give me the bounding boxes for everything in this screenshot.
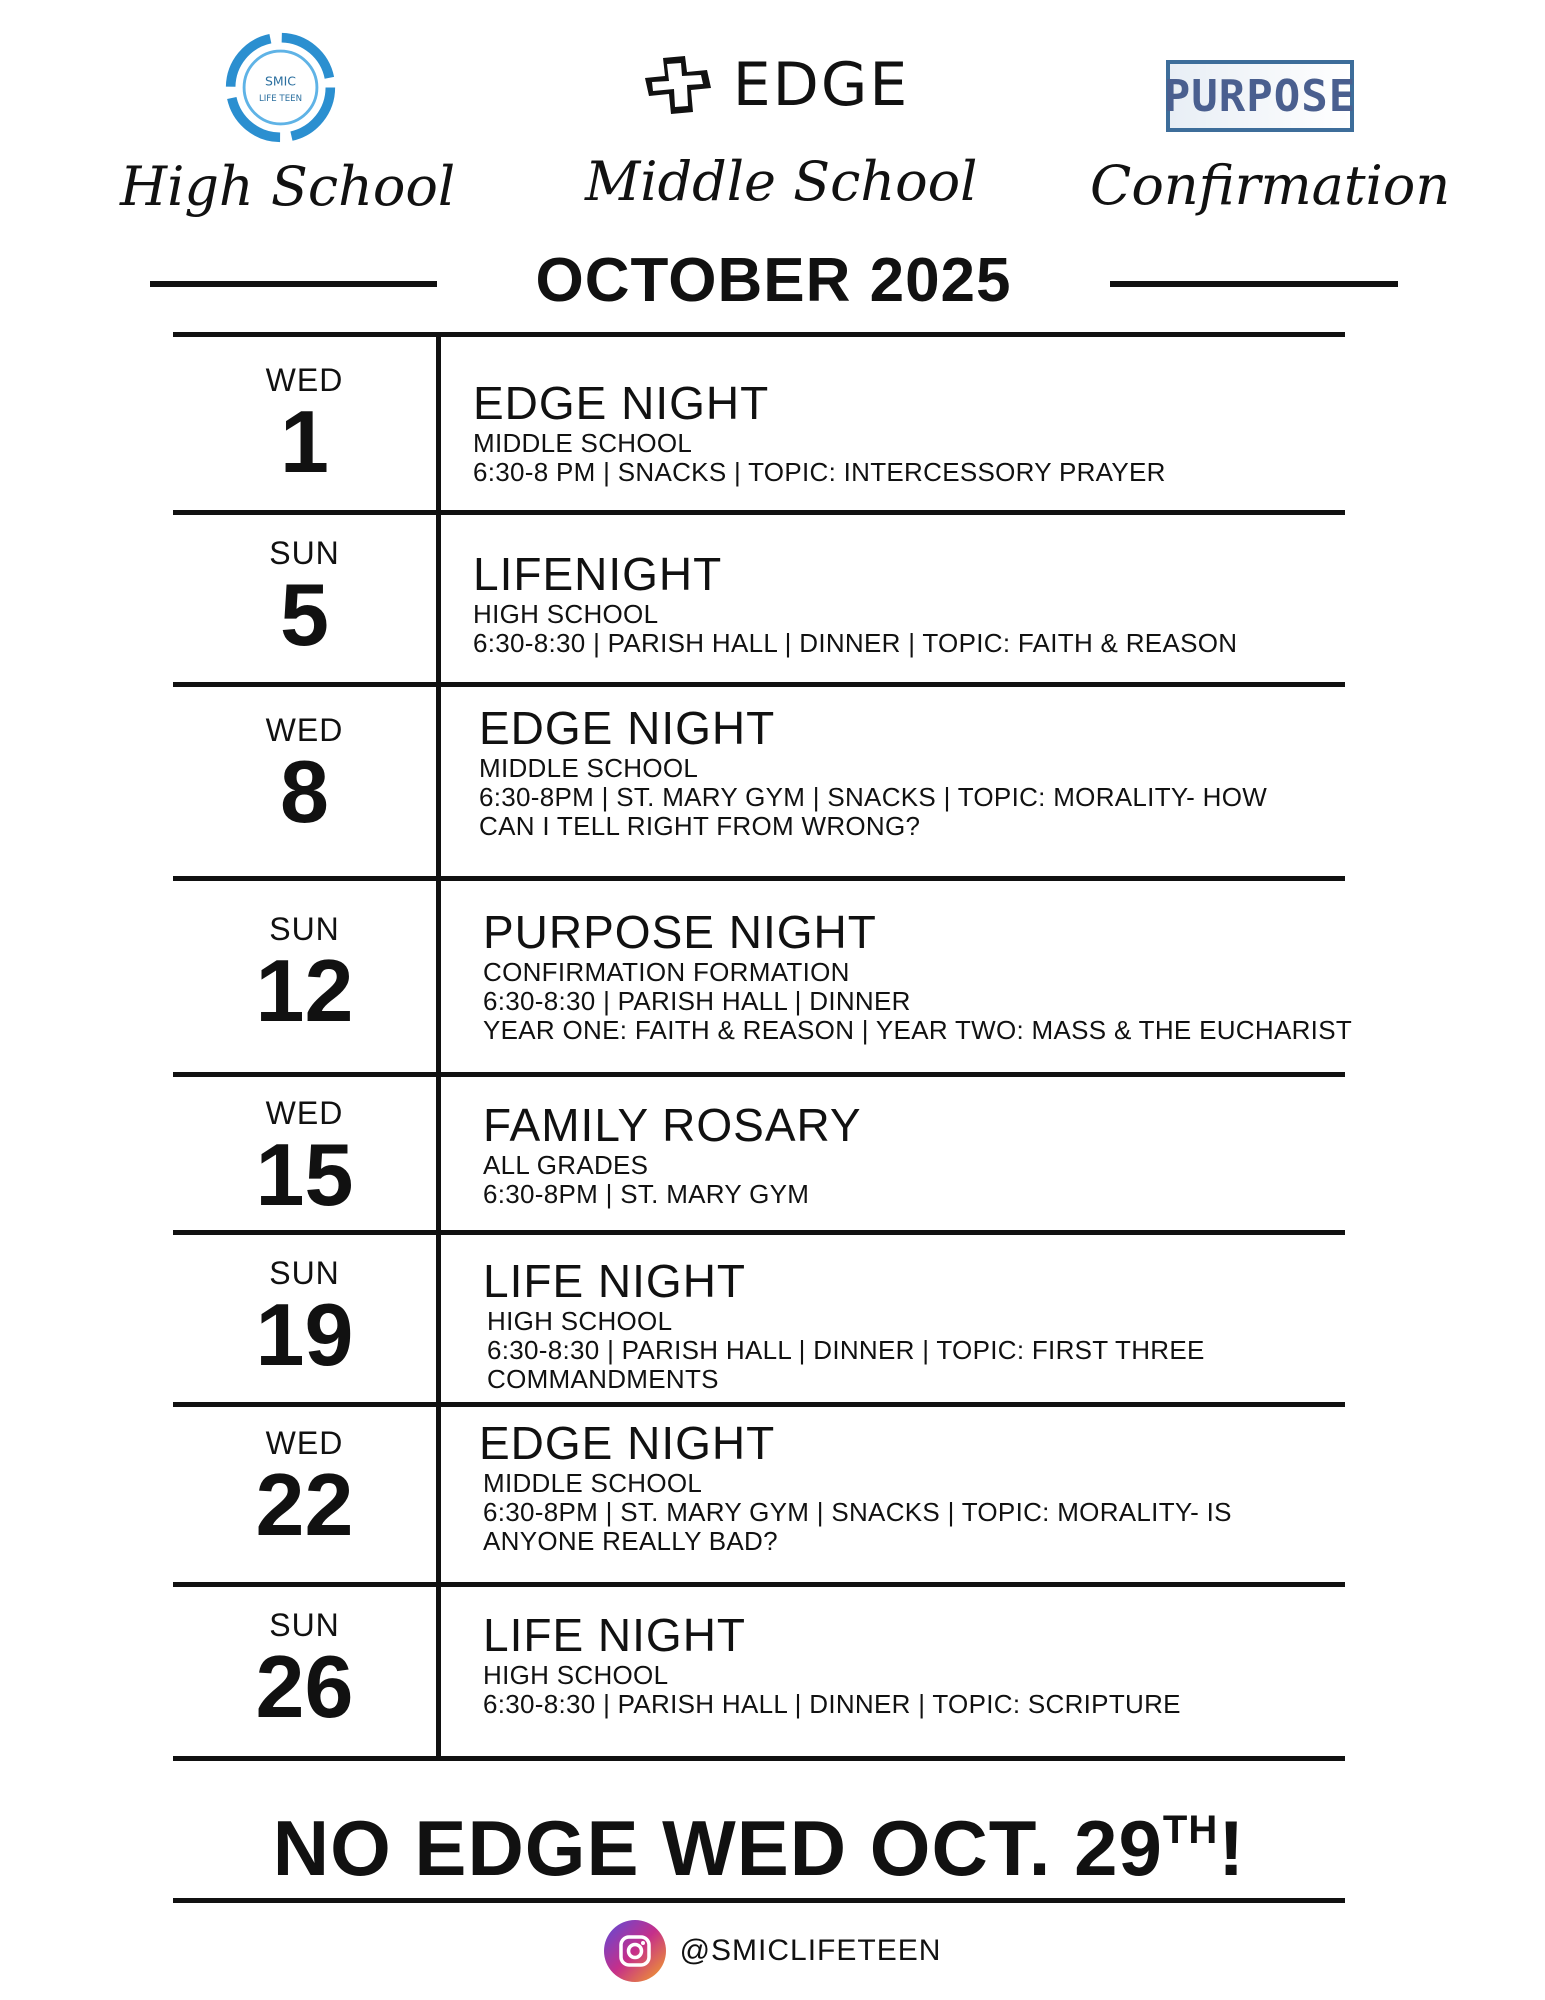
edge-cross-icon <box>641 54 715 116</box>
instagram-handle[interactable]: @SMICLIFETEEN <box>679 1934 942 1967</box>
title-divider-left <box>150 281 437 287</box>
event-title: PURPOSE NIGHT <box>483 906 877 958</box>
event-line: MIDDLE SCHOOL <box>473 428 693 458</box>
high-school-label: High School <box>120 155 456 218</box>
event-line: ALL GRADES <box>483 1150 649 1180</box>
event-date <box>173 1095 436 1224</box>
header <box>0 0 1545 240</box>
event-details <box>479 702 1379 841</box>
event-line: 6:30-8PM | ST. MARY GYM <box>483 1179 810 1209</box>
event-day-number: 1 <box>280 392 329 491</box>
event-title: EDGE NIGHT <box>479 1417 776 1469</box>
edge-logo <box>585 30 965 140</box>
event-day-number: 26 <box>255 1637 354 1736</box>
notice-main: NO EDGE WED OCT. 29 <box>272 1804 1163 1892</box>
brand-high-school <box>120 30 456 218</box>
event-date <box>173 362 436 491</box>
event-day-number: 19 <box>255 1285 354 1384</box>
brand-confirmation <box>1090 30 1451 217</box>
event-line: COMMANDMENTS <box>487 1364 719 1394</box>
event-day-number: 12 <box>255 941 354 1040</box>
svg-text:SMIC: SMIC <box>264 73 296 89</box>
event-line: HIGH SCHOOL <box>473 599 659 629</box>
event-day-number: 5 <box>280 565 329 664</box>
event-day-of-week: SUN <box>269 911 340 947</box>
event-line: CAN I TELL RIGHT FROM WRONG? <box>479 811 921 841</box>
event-day-of-week: SUN <box>269 1607 340 1643</box>
event-row <box>173 881 1353 1071</box>
page-title: OCTOBER 2025 <box>535 246 1012 315</box>
event-details <box>473 548 1373 658</box>
purpose-logo-text: PURPOSE <box>1163 70 1357 122</box>
footer-divider <box>173 1898 1345 1903</box>
event-line: CONFIRMATION FORMATION <box>483 957 850 987</box>
event-row <box>173 1077 1345 1229</box>
svg-text:LIFE TEEN: LIFE TEEN <box>258 93 302 104</box>
event-day-of-week: WED <box>265 1425 344 1461</box>
event-line: 6:30-8:30 | PARISH HALL | DINNER <box>483 986 911 1016</box>
notice-text <box>173 1760 1345 1918</box>
event-day-number: 15 <box>255 1125 354 1224</box>
event-details <box>483 1609 1383 1719</box>
event-row <box>173 515 1345 683</box>
event-date <box>173 1607 436 1736</box>
title-row <box>0 245 1545 315</box>
instagram-glyph-icon <box>617 1933 653 1969</box>
event-line: 6:30-8:30 | PARISH HALL | DINNER | TOPIC: SCRIPTURE <box>483 1689 1181 1719</box>
event-row <box>173 1407 1345 1583</box>
event-day-of-week: SUN <box>269 1255 340 1291</box>
event-line: 6:30-8:30 | PARISH HALL | DINNER | TOPIC: FAITH & REASON <box>473 628 1238 658</box>
event-row <box>173 687 1345 877</box>
social-handle[interactable] <box>0 1920 1545 1982</box>
event-date <box>173 535 436 664</box>
event-row <box>173 1587 1345 1757</box>
event-date <box>173 911 436 1040</box>
event-line: 6:30-8PM | ST. MARY GYM | SNACKS | TOPIC: MORALITY- IS <box>483 1497 1232 1527</box>
event-day-of-week: WED <box>265 362 344 398</box>
event-line: 6:30-8:30 | PARISH HALL | DINNER | TOPIC: FIRST THREE <box>487 1335 1205 1365</box>
title-divider-right <box>1110 281 1398 287</box>
event-title: LIFE NIGHT <box>483 1255 747 1307</box>
event-details <box>483 1255 1383 1394</box>
event-day-of-week: WED <box>265 712 344 748</box>
event-line: MIDDLE SCHOOL <box>479 753 699 783</box>
event-day-of-week: WED <box>265 1095 344 1131</box>
no-edge-notice <box>173 1760 1345 1900</box>
event-line: 6:30-8PM | ST. MARY GYM | SNACKS | TOPIC: MORALITY- HOW <box>479 782 1268 812</box>
event-title: LIFENIGHT <box>473 548 723 600</box>
event-line: ANYONE REALLY BAD? <box>483 1526 778 1556</box>
event-details <box>473 377 1373 487</box>
notice-end: ! <box>1218 1804 1246 1892</box>
event-details <box>483 906 1383 1045</box>
notice-suffix: TH <box>1162 1808 1219 1852</box>
event-details <box>479 1417 1379 1556</box>
instagram-icon[interactable] <box>604 1920 666 1982</box>
event-line: YEAR ONE: FAITH & REASON | YEAR TWO: MASS & THE EUCHARIST <box>483 1015 1353 1045</box>
event-line: MIDDLE SCHOOL <box>483 1468 703 1498</box>
edge-logo-text: EDGE <box>732 50 910 120</box>
event-day-number: 22 <box>255 1455 354 1554</box>
event-date <box>173 1255 436 1384</box>
event-title: EDGE NIGHT <box>479 702 776 754</box>
event-row <box>173 1235 1345 1401</box>
event-line: HIGH SCHOOL <box>487 1306 673 1336</box>
event-title: LIFE NIGHT <box>483 1609 747 1661</box>
event-day-number: 8 <box>280 742 329 841</box>
event-title: FAMILY ROSARY <box>483 1099 862 1151</box>
event-line: 6:30-8 PM | SNACKS | TOPIC: INTERCESSORY PRAYER <box>473 457 1166 487</box>
purpose-logo <box>1163 60 1357 132</box>
event-details <box>483 1099 1383 1209</box>
event-date <box>173 1425 436 1554</box>
event-day-of-week: SUN <box>269 535 340 571</box>
event-title: EDGE NIGHT <box>473 377 770 429</box>
event-line: HIGH SCHOOL <box>483 1660 669 1690</box>
smic-life-teen-logo-icon <box>223 30 338 145</box>
event-date <box>173 712 436 841</box>
confirmation-label: Confirmation <box>1090 154 1451 217</box>
brand-middle-school <box>585 30 978 213</box>
event-row <box>173 337 1345 507</box>
middle-school-label: Middle School <box>585 150 978 213</box>
